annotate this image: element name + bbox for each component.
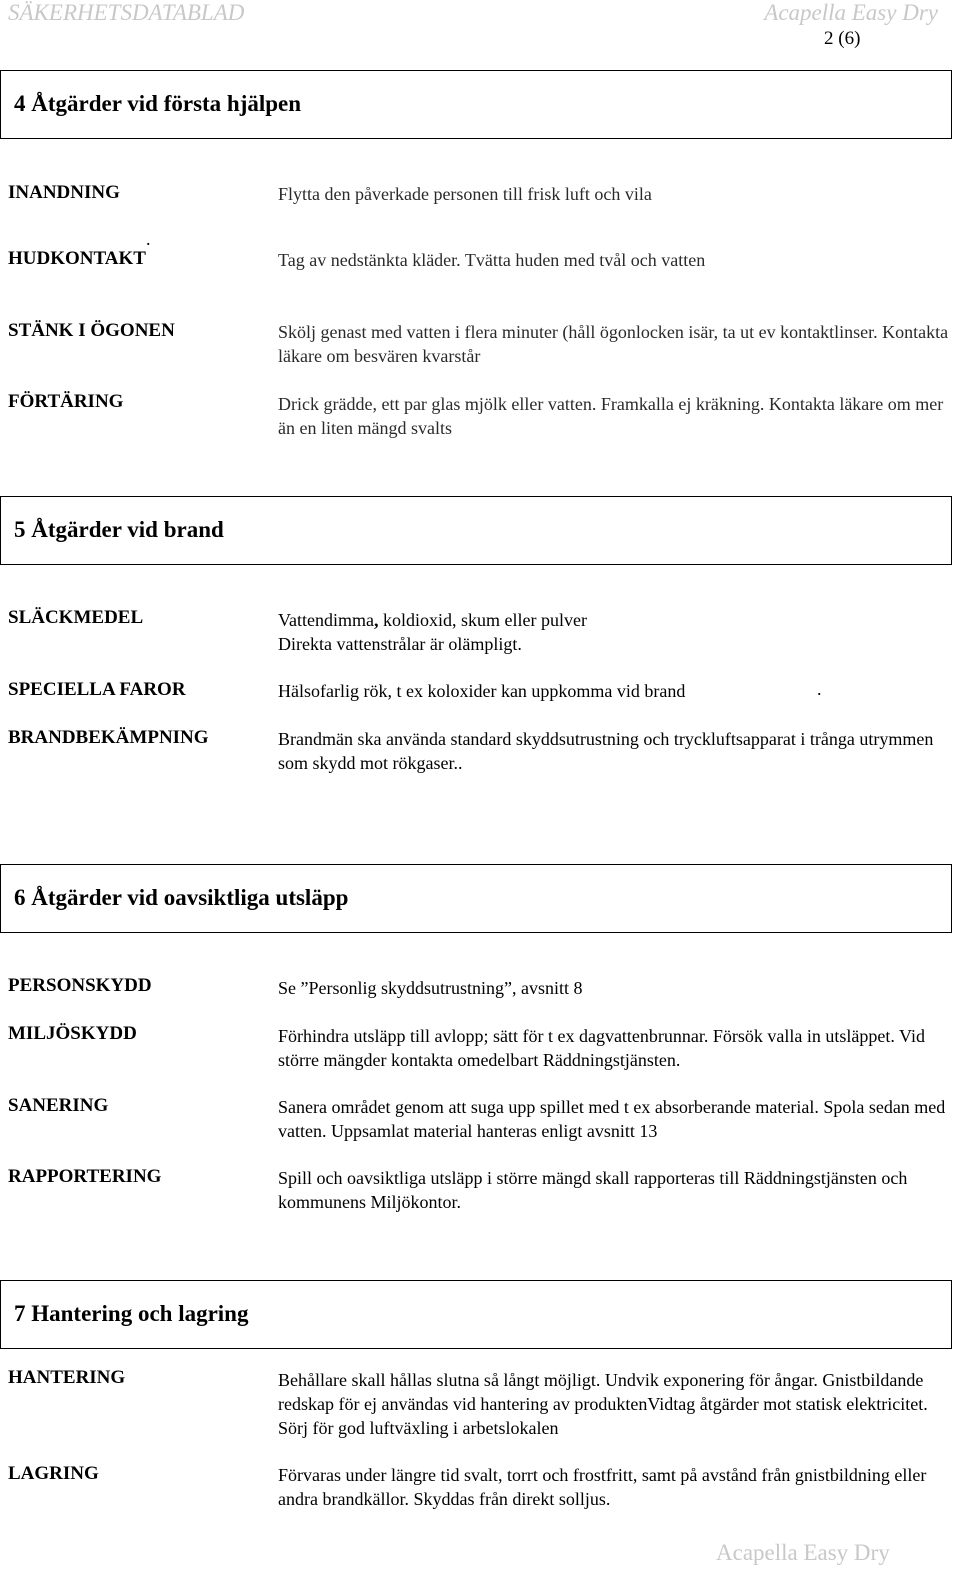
text-slackmedel [278, 608, 950, 656]
text-rapportering: Spill och oavsiktliga utsläpp i större mängd skall rapporteras till Räddningstjänsten och kommunens Miljökontor. [278, 1168, 908, 1212]
text-miljoskydd: Förhindra utsläpp till avlopp; sätt för t ex dagvattenbrunnar. Försök valla in utsläppet. Vid större mängder kontakta omedelbart Räddningstjänsten. [278, 1026, 925, 1070]
stray-dot: . [817, 679, 822, 699]
text-personskydd: Se ”Personlig skyddsutrustning”, avsnitt 8 [278, 978, 583, 998]
text-brandbekampning: Brandmän ska använda standard skyddsutrustning och tryckluftsapparat i trånga utrymmen som skydd mot rökgaser.. [278, 729, 934, 773]
text-slackmedel-a: Vattendimma [278, 610, 374, 630]
text-slackmedel-line2: Direkta vattenstrålar är olämpligt. [278, 634, 522, 654]
label-miljoskydd: MILJÖSKYDD [8, 1023, 137, 1044]
label-lagring: LAGRING [8, 1463, 99, 1484]
text-fortaring: Drick grädde, ett par glas mjölk eller vatten. Framkalla ej kräkning. Kontakta läkare om mer än en liten mängd svalts [278, 394, 944, 438]
text-slackmedel-comma: , [373, 610, 379, 630]
label-slackmedel: SLÄCKMEDEL [8, 607, 144, 628]
text-sanering: Sanera området genom att suga upp spillet med t ex absorberande material. Spola sedan med vatten. Uppsamlat material hanteras enligt avsnitt 13 [278, 1097, 946, 1141]
stray-dot: . [146, 229, 151, 249]
section-5-title: 5 Åtgärder vid brand [14, 517, 224, 542]
page-number: 2 (6) [824, 28, 861, 49]
text-inandning: Flytta den påverkade personen till frisk luft och vila [278, 184, 652, 204]
section-6-title: 6 Åtgärder vid oavsiktliga utsläpp [14, 885, 349, 910]
label-hantering: HANTERING [8, 1367, 126, 1388]
label-hudkontakt: HUDKONTAKT [8, 248, 146, 269]
label-brandbekampning: BRANDBEKÄMPNING [8, 727, 209, 748]
section-7-title: 7 Hantering och lagring [14, 1301, 249, 1326]
text-hantering: Behållare skall hållas slutna så långt möjligt. Undvik exponering för ångar. Gnistbildande redskap för ej användas vid hantering av produktenVidtag åtgärder mot statisk elektricitet. Sörj för god luftväxling i arbetslokalen [278, 1370, 928, 1438]
text-hudkontakt: Tag av nedstänkta kläder. Tvätta huden med tvål och vatten [278, 250, 706, 270]
section-4-title: 4 Åtgärder vid första hjälpen [14, 91, 302, 116]
label-inandning: INANDNING [8, 182, 120, 203]
text-slackmedel-b: koldioxid, skum eller pulver [378, 610, 587, 630]
label-rapportering: RAPPORTERING [8, 1166, 162, 1187]
footer-product-name: Acapella Easy Dry [716, 1540, 890, 1565]
label-personskydd: PERSONSKYDD [8, 975, 152, 996]
document-type: SÄKERHETSDATABLAD [8, 0, 245, 25]
label-speciella-faror: SPECIELLA FAROR [8, 679, 186, 700]
label-stank-i-ogonen: STÄNK I ÖGONEN [8, 320, 175, 341]
label-fortaring: FÖRTÄRING [8, 391, 124, 412]
text-speciella-faror: Hälsofarlig rök, t ex koloxider kan uppkomma vid brand [278, 681, 686, 701]
text-stank-i-ogonen: Skölj genast med vatten i flera minuter (håll ögonlocken isär, ta ut ev kontaktlinser. Kontakta läkare om besvären kvarstår [278, 322, 949, 366]
label-sanering: SANERING [8, 1095, 109, 1116]
product-name: Acapella Easy Dry [764, 0, 938, 25]
text-lagring: Förvaras under längre tid svalt, torrt och frostfritt, samt på avstånd från gnistbildning eller andra brandkällor. Skyddas från direkt solljus. [278, 1465, 927, 1509]
